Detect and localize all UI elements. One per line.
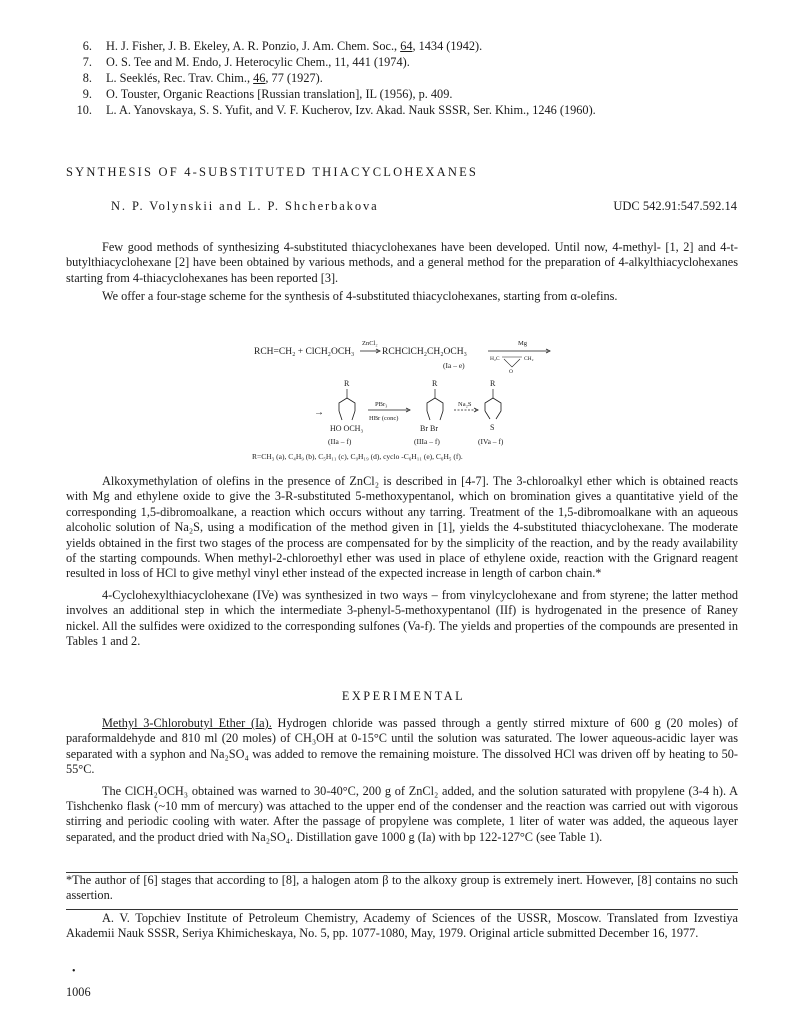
reference-item xyxy=(50,86,750,102)
reference-text: O. Touster, Organic Reactions [Russian translation], IL (1956), p. 409. xyxy=(106,87,453,101)
scheme-r-iv: R xyxy=(490,379,496,388)
scheme-epoxide-left: H₂C xyxy=(490,356,500,362)
affiliation-block xyxy=(66,911,738,942)
reference-number: 8. xyxy=(82,71,92,85)
article-title: SYNTHESIS OF 4-SUBSTITUTED THIACYCLOHEXANES xyxy=(66,165,479,179)
scheme-product-ia: RCHClCH₂CH₂OCH₃ xyxy=(382,347,467,357)
article-authors: N. P. Volynskii and L. P. Shcherbakova xyxy=(111,199,379,213)
experimental-heading: EXPERIMENTAL xyxy=(341,689,466,703)
reference-list xyxy=(50,38,750,118)
scheme-reagent-hbr: HBr (conc) xyxy=(369,415,399,422)
page-number: 1006 xyxy=(66,985,91,999)
scheme-label-iv: (IVa – f) xyxy=(478,437,504,446)
body-text xyxy=(66,474,738,649)
scheme-r-definitions: R=CH₃ (a), C₄H₉ (b), C₅H₁₁ (c), C₉H₁₉ (d), cyclo -C₆H₁₁ (e), C₆H₅ (f). xyxy=(252,452,463,461)
scheme-epoxide-oxygen: O xyxy=(509,369,513,375)
scheme-epoxide-right: CH₂ xyxy=(524,356,534,362)
scheme-reagent-na2s: Na₂S xyxy=(458,401,472,408)
reference-number: 9. xyxy=(82,87,92,101)
reference-text: H. J. Fisher, J. B. Ekeley, A. R. Ponzio, J. Am. Chem. Soc., 64, 1434 (1942). xyxy=(106,39,483,53)
reference-item xyxy=(50,70,750,86)
reference-item xyxy=(50,102,750,118)
body-paragraph-2: 4-Cyclohexylthiacyclohexane (IVe) was synthesized in two ways – from vinylcyclohexane and from styrene; the latter method involves an additional step in which the intermediate 3-phenyl-5-methoxypentanol (IIf) is hydrogenated in the presence of Raney nickel. All the sulfides were oxidized to the corresponding sulfones (Va-f). The yields and properties of the compounds are presented in Tables 1 and 2. xyxy=(66,587,738,649)
scheme-arrow: → xyxy=(314,407,324,418)
experimental-text xyxy=(66,716,738,845)
intro-paragraph-2: We offer a four-stage scheme for the synthesis of 4-substituted thiacyclohexanes, starting from α-olefins. xyxy=(102,289,618,304)
reference-number: 10. xyxy=(76,103,92,117)
scheme-label-ii: (IIa – f) xyxy=(328,437,352,446)
reaction-scheme xyxy=(250,338,580,470)
reference-text: L. A. Yanovskaya, S. S. Yufit, and V. F. Kucherov, Izv. Akad. Nauk SSSR, Ser. Khim., 1246 (1960). xyxy=(106,103,596,117)
scheme-reactants: RCH=CH₂ + ClCH₂OCH₃ xyxy=(254,347,355,357)
reference-number: 7. xyxy=(82,55,92,69)
experimental-paragraph-2: The ClCH₂OCH₃ obtained was warned to 30-40°C, 200 g of ZnCl₂ added, and the solution saturated with propylene (3-4 h). A Tishchenko flask (~10 mm of mercury) was attached to the upper end of the condenser and the reaction was carried out with vigorous stirring and periodic cooling with water. After the passage of propylene was complete, 1 liter of water was added, the aqueous layer separated, and the product dried with Na₂SO₄. Distillation gave 1000 g (Ia) with bp 122-127°C (see Table 1). xyxy=(66,783,738,844)
scheme-label-iii: (IIIa – f) xyxy=(414,437,440,446)
reference-item xyxy=(50,54,750,70)
footnote xyxy=(66,873,738,904)
scheme-r-iii: R xyxy=(432,379,438,388)
scheme-br-br: Br Br xyxy=(420,424,438,433)
compound-heading: Methyl 3-Chlorobutyl Ether (Ia). xyxy=(102,716,272,730)
body-paragraph-1: Alkoxymethylation of olefins in the presence of ZnCl₂ is described in [4-7]. The 3-chloroalkyl ether which is obtained reacts with Mg and ethylene oxide to give the 3-R-substituted 5-methoxypentanol, which on bromination gives a quantitative yield of the corresponding 1,5-dibromoalkane, a reaction which occurs without any tarring. Treatment of the 1,5-dibromoalkane with an aqueous alcoholic solution of Na₂S, using a modification of the method given in [1], yields the 4-substituted thiacyclohexane. The moderate yields obtained in the first two stages of the process are compensated for by the simplicity of the reaction, and by the ready availability of the starting compounds. When methyl-2-chloroethyl ether was used in place of ethylene oxide, reaction with the Grignard reagent resulted in loss of HCl to give methyl vinyl ether instead of the expected increase in length of carbon chain.* xyxy=(66,474,738,581)
stray-mark: • xyxy=(72,966,76,977)
footnote-text: *The author of [6] stages that according to [8], a halogen atom β to the alkoxy group is extremely inert. However, [8] contains no such assertion. xyxy=(66,873,738,903)
scheme-label-ia: (Ia – e) xyxy=(443,361,465,370)
scheme-sulfur: S xyxy=(490,423,495,432)
scheme-reagent-mg: Mg xyxy=(518,340,528,347)
intro-paragraph-1: Few good methods of synthesizing 4-substituted thiacyclohexanes have been developed. Until now, 4-methyl- [1, 2] and 4-t-butylthiacyclohexane [2] have been obtained by various methods, and a general method for the preparation of 4-alkylthiacyclohexanes starting from 4-thiacyclohexanes has been reported [3]. xyxy=(66,240,738,285)
experimental-paragraph-1: Methyl 3-Chlorobutyl Ether (Ia). Hydrogen chloride was passed through a gently stirred mixture of 600 g (20 moles) of paraformaldehyde and 810 ml (20 moles) of CH₃OH at 0-15°C until the solution was saturated. The lower aqueous-acidic layer was separated with a syphon and Na₂SO₄ was added to remove the remaining moisture. The dissolved HCl was driven off by heating to 50-55°C. xyxy=(66,716,738,777)
affiliation-text: A. V. Topchiev Institute of Petroleum Chemistry, Academy of Sciences of the USSR, Moscow. Translated from Izvestiya Akademii Nauk SSSR, Seriya Khimicheskaya, No. 5, pp. 1077-1080, May, 1979. Original article submitted December 16, 1977. xyxy=(66,911,738,941)
scheme-r-ii: R xyxy=(344,379,350,388)
reaction-scheme-figure xyxy=(250,338,580,470)
scheme-ho-och3: HO OCH₃ xyxy=(330,424,364,433)
reference-text: O. S. Tee and M. Endo, J. Heterocylic Chem., 11, 441 (1974). xyxy=(106,55,410,69)
reference-item xyxy=(50,38,750,54)
scheme-reagent-pbr3: PBr₃ xyxy=(375,401,388,408)
intro-text xyxy=(66,240,738,305)
reference-text: L. Seeklés, Rec. Trav. Chim., 46, 77 (1927). xyxy=(106,71,323,85)
udc-code: UDC 542.91:547.592.14 xyxy=(613,199,737,213)
scheme-reagent-zncl2: ZnCl₂ xyxy=(362,340,378,347)
affiliation-divider xyxy=(66,909,738,910)
reference-number: 6. xyxy=(82,39,92,53)
